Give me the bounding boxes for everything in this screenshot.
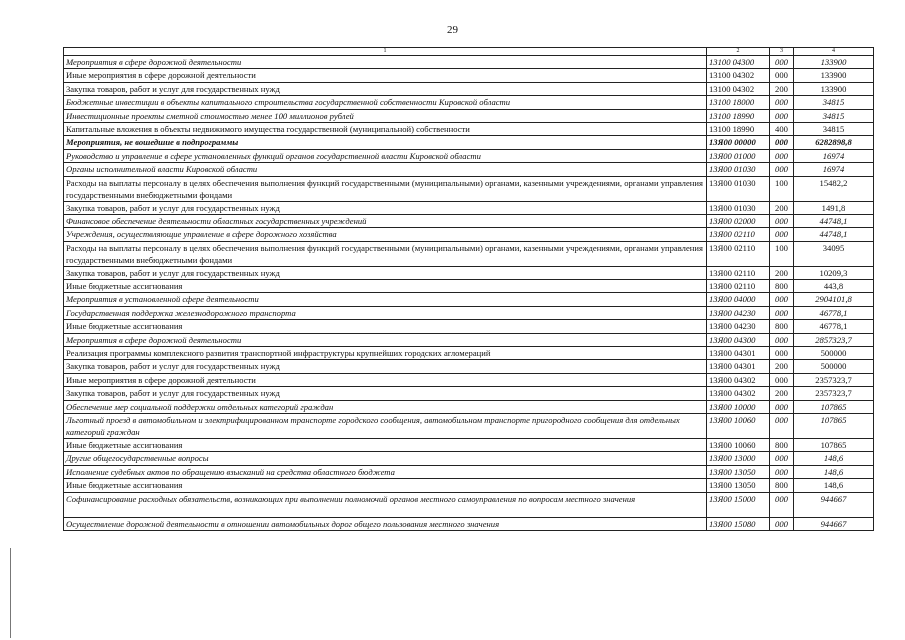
row-code: 13Я00 01000 xyxy=(707,149,770,162)
table-row xyxy=(64,320,874,333)
row-amount: 148,6 xyxy=(794,465,874,478)
row-expense-type: 000 xyxy=(770,136,794,149)
table-row xyxy=(64,293,874,306)
row-amount: 34815 xyxy=(794,122,874,135)
row-amount: 2357323,7 xyxy=(794,373,874,386)
row-name: Мероприятия в установленной сфере деятельности xyxy=(64,293,707,306)
row-code: 13Я00 01030 xyxy=(707,163,770,176)
row-expense-type: 000 xyxy=(770,149,794,162)
row-amount: 944667 xyxy=(794,492,874,517)
row-name: Иные мероприятия в сфере дорожной деятельности xyxy=(64,69,707,82)
row-expense-type: 000 xyxy=(770,228,794,241)
row-code: 13100 18000 xyxy=(707,96,770,109)
table-row xyxy=(64,228,874,241)
row-code: 13100 04302 xyxy=(707,69,770,82)
table-row xyxy=(64,109,874,122)
row-name: Мероприятия в сфере дорожной деятельности xyxy=(64,56,707,69)
row-code: 13Я00 01030 xyxy=(707,201,770,214)
table-row xyxy=(64,163,874,176)
row-amount: 34095 xyxy=(794,241,874,266)
row-name: Государственная поддержка железнодорожного транспорта xyxy=(64,306,707,319)
row-amount: 107865 xyxy=(794,438,874,451)
row-code: 13100 04302 xyxy=(707,82,770,95)
row-amount: 2357323,7 xyxy=(794,387,874,400)
row-amount: 1491,8 xyxy=(794,201,874,214)
row-code: 13Я00 01030 xyxy=(707,176,770,201)
row-name: Капитальные вложения в объекты недвижимого имущества государственной (муниципальной) собственности xyxy=(64,122,707,135)
row-code: 13Я00 04302 xyxy=(707,387,770,400)
row-expense-type: 000 xyxy=(770,333,794,346)
header-col-3: 3 xyxy=(770,48,794,56)
row-expense-type: 000 xyxy=(770,413,794,438)
row-expense-type: 000 xyxy=(770,452,794,465)
table-row xyxy=(64,400,874,413)
row-name: Закупка товаров, работ и услуг для государственных нужд xyxy=(64,201,707,214)
row-name: Реализация программы комплексного развития транспортной инфраструктуры крупнейших городских агломераций xyxy=(64,347,707,360)
table-row xyxy=(64,452,874,465)
row-expense-type: 000 xyxy=(770,492,794,517)
row-amount: 6282898,8 xyxy=(794,136,874,149)
table-row xyxy=(64,306,874,319)
row-name: Учреждения, осуществляющие управление в сфере дорожного хозяйства xyxy=(64,228,707,241)
row-expense-type: 000 xyxy=(770,109,794,122)
table-row xyxy=(64,201,874,214)
row-expense-type: 000 xyxy=(770,214,794,227)
row-amount: 10209,3 xyxy=(794,266,874,279)
row-code: 13Я00 04230 xyxy=(707,306,770,319)
row-code: 13Я00 10000 xyxy=(707,400,770,413)
row-name: Осуществление дорожной деятельности в отношении автомобильных дорог общего пользования местного значения xyxy=(64,517,707,530)
row-expense-type: 800 xyxy=(770,438,794,451)
row-amount: 44748,1 xyxy=(794,228,874,241)
row-name: Иные бюджетные ассигнования xyxy=(64,320,707,333)
row-amount: 2857323,7 xyxy=(794,333,874,346)
row-amount: 133900 xyxy=(794,56,874,69)
row-amount: 133900 xyxy=(794,69,874,82)
table-row xyxy=(64,96,874,109)
row-expense-type: 800 xyxy=(770,280,794,293)
row-name: Мероприятия, не вошедшие в подпрограммы xyxy=(64,136,707,149)
row-code: 13Я00 13000 xyxy=(707,452,770,465)
row-amount: 443,8 xyxy=(794,280,874,293)
row-code: 13Я00 02110 xyxy=(707,280,770,293)
row-code: 13Я00 04302 xyxy=(707,373,770,386)
row-code: 13100 18990 xyxy=(707,109,770,122)
row-amount: 148,6 xyxy=(794,452,874,465)
header-col-1: 1 xyxy=(64,48,707,56)
table-row xyxy=(64,517,874,530)
row-expense-type: 800 xyxy=(770,320,794,333)
row-code: 13Я00 10060 xyxy=(707,413,770,438)
row-code: 13Я00 02110 xyxy=(707,266,770,279)
row-code: 13Я00 02000 xyxy=(707,214,770,227)
table-row xyxy=(64,492,874,517)
row-name: Иные бюджетные ассигнования xyxy=(64,280,707,293)
table-row xyxy=(64,241,874,266)
row-expense-type: 000 xyxy=(770,56,794,69)
row-code: 13Я00 10060 xyxy=(707,438,770,451)
row-name: Закупка товаров, работ и услуг для государственных нужд xyxy=(64,387,707,400)
row-code: 13Я00 00000 xyxy=(707,136,770,149)
row-name: Расходы на выплаты персоналу в целях обеспечения выполнения функций государственными (муниципальными) органами, казенными учреждениями, органами управления государственными внебюджетными фондами xyxy=(64,241,707,266)
row-code: 13100 04300 xyxy=(707,56,770,69)
table-row xyxy=(64,136,874,149)
row-name: Другие общегосударственные вопросы xyxy=(64,452,707,465)
row-name: Исполнение судебных актов по обращению взысканий на средства областного бюджета xyxy=(64,465,707,478)
row-name: Обеспечение мер социальной поддержки отдельных категорий граждан xyxy=(64,400,707,413)
row-amount: 107865 xyxy=(794,400,874,413)
row-code: 13Я00 15080 xyxy=(707,517,770,530)
row-expense-type: 200 xyxy=(770,201,794,214)
row-name: Расходы на выплаты персоналу в целях обеспечения выполнения функций государственными (муниципальными) органами, казенными учреждениями, органами управления государственными внебюджетными фондами xyxy=(64,176,707,201)
row-expense-type: 000 xyxy=(770,163,794,176)
row-amount: 107865 xyxy=(794,413,874,438)
table-row xyxy=(64,438,874,451)
row-amount: 2904101,8 xyxy=(794,293,874,306)
row-expense-type: 000 xyxy=(770,69,794,82)
row-name: Инвестиционные проекты сметной стоимостью менее 100 миллионов рублей xyxy=(64,109,707,122)
table-row xyxy=(64,360,874,373)
row-amount: 133900 xyxy=(794,82,874,95)
row-expense-type: 000 xyxy=(770,293,794,306)
row-code: 13Я00 02110 xyxy=(707,241,770,266)
table-row xyxy=(64,214,874,227)
budget-table-body xyxy=(64,48,874,531)
row-name: Иные бюджетные ассигнования xyxy=(64,438,707,451)
row-expense-type: 800 xyxy=(770,479,794,492)
row-amount: 500000 xyxy=(794,360,874,373)
row-name: Мероприятия в сфере дорожной деятельности xyxy=(64,333,707,346)
table-row xyxy=(64,122,874,135)
table-header-row xyxy=(64,48,874,56)
row-code: 13Я00 04230 xyxy=(707,320,770,333)
row-amount: 16974 xyxy=(794,149,874,162)
table-row xyxy=(64,465,874,478)
row-name: Иные мероприятия в сфере дорожной деятельности xyxy=(64,373,707,386)
row-name: Руководство и управление в сфере установленных функций органов государственной власти Кировской области xyxy=(64,149,707,162)
row-code: 13Я00 04301 xyxy=(707,360,770,373)
row-expense-type: 100 xyxy=(770,241,794,266)
row-name: Закупка товаров, работ и услуг для государственных нужд xyxy=(64,360,707,373)
row-expense-type: 000 xyxy=(770,373,794,386)
row-code: 13Я00 04300 xyxy=(707,333,770,346)
row-expense-type: 200 xyxy=(770,82,794,95)
row-code: 13Я00 15000 xyxy=(707,492,770,517)
row-expense-type: 000 xyxy=(770,96,794,109)
row-amount: 46778,1 xyxy=(794,306,874,319)
margin-line xyxy=(10,548,11,638)
row-name: Льготный проезд в автомобильном и электрифицированном транспорте городского сообщения, автомобильном транспорте пригородного сообщения для отдельных категорий граждан xyxy=(64,413,707,438)
row-expense-type: 100 xyxy=(770,176,794,201)
table-row xyxy=(64,347,874,360)
table-row xyxy=(64,413,874,438)
row-code: 13Я00 04301 xyxy=(707,347,770,360)
budget-table xyxy=(63,47,874,531)
row-amount: 15482,2 xyxy=(794,176,874,201)
row-name: Финансовое обеспечение деятельности областных государственных учреждений xyxy=(64,214,707,227)
table-row xyxy=(64,387,874,400)
table-row xyxy=(64,56,874,69)
row-expense-type: 400 xyxy=(770,122,794,135)
row-expense-type: 200 xyxy=(770,360,794,373)
row-amount: 34815 xyxy=(794,109,874,122)
row-amount: 148,6 xyxy=(794,479,874,492)
row-expense-type: 000 xyxy=(770,306,794,319)
row-code: 13Я00 04000 xyxy=(707,293,770,306)
table-row xyxy=(64,266,874,279)
row-name: Софинансирование расходных обязательств, возникающих при выполнении полномочий органов местного самоуправления по вопросам местного значения xyxy=(64,492,707,517)
row-expense-type: 000 xyxy=(770,517,794,530)
row-name: Органы исполнительной власти Кировской области xyxy=(64,163,707,176)
row-name: Закупка товаров, работ и услуг для государственных нужд xyxy=(64,82,707,95)
row-expense-type: 200 xyxy=(770,387,794,400)
header-col-2: 2 xyxy=(707,48,770,56)
row-amount: 44748,1 xyxy=(794,214,874,227)
table-row xyxy=(64,82,874,95)
table-row xyxy=(64,69,874,82)
table-row xyxy=(64,176,874,201)
row-name: Закупка товаров, работ и услуг для государственных нужд xyxy=(64,266,707,279)
header-col-4: 4 xyxy=(794,48,874,56)
row-amount: 944667 xyxy=(794,517,874,530)
row-code: 13100 18990 xyxy=(707,122,770,135)
table-row xyxy=(64,479,874,492)
row-amount: 500000 xyxy=(794,347,874,360)
row-amount: 34815 xyxy=(794,96,874,109)
row-expense-type: 000 xyxy=(770,400,794,413)
row-code: 13Я00 13050 xyxy=(707,479,770,492)
row-amount: 46778,1 xyxy=(794,320,874,333)
row-name: Бюджетные инвестиции в объекты капитального строительства государственной собственности Кировской области xyxy=(64,96,707,109)
table-row xyxy=(64,333,874,346)
table-row xyxy=(64,149,874,162)
row-code: 13Я00 02110 xyxy=(707,228,770,241)
row-code: 13Я00 13050 xyxy=(707,465,770,478)
row-name: Иные бюджетные ассигнования xyxy=(64,479,707,492)
row-amount: 16974 xyxy=(794,163,874,176)
row-expense-type: 000 xyxy=(770,465,794,478)
row-expense-type: 000 xyxy=(770,347,794,360)
row-expense-type: 200 xyxy=(770,266,794,279)
table-row xyxy=(64,373,874,386)
table-row xyxy=(64,280,874,293)
page-number: 29 xyxy=(447,24,458,36)
